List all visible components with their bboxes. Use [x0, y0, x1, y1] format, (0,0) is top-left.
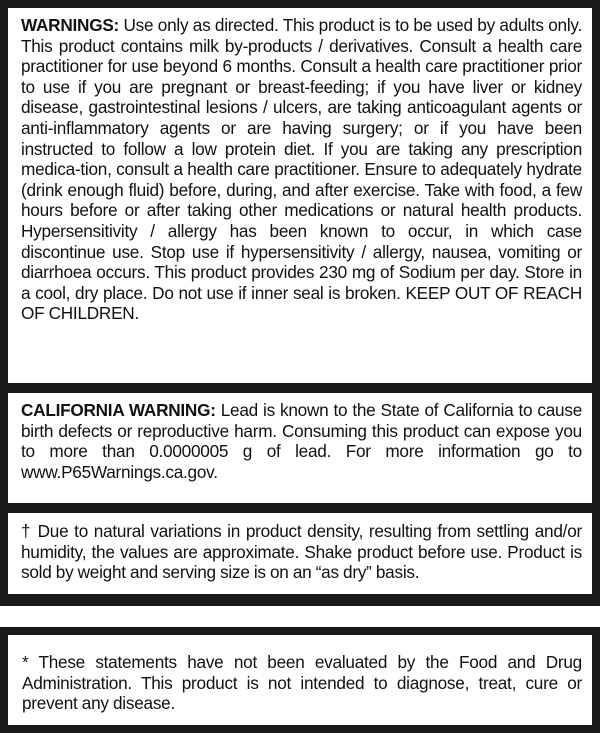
california-warning-box	[8, 393, 592, 503]
california-warning-label: CALIFORNIA WARNING:	[21, 400, 216, 420]
warnings-box	[8, 8, 592, 383]
california-warning-body: Lead is known to the State of California to cause birth defects or reproductive harm. Consuming this product can expose you to more than 0.0000005 g of lead. For more information go to www.P65Warnings.ca.gov.	[21, 400, 583, 482]
fda-disclaimer-text: * These statements have not been evaluated by the Food and Drug Administration. This product is not intended to diagnose, treat, cure or prevent any disease.	[22, 652, 582, 714]
warnings-label: WARNINGS:	[21, 15, 120, 35]
warnings-body: Use only as directed. This product is to be used by adults only. This product contains milk by-products / derivatives. Consult a health care practitioner for use beyond 6 months. Consult a health care practitioner prior to use if you are pregnant or breast-feeding; if you have liver or kidney disease, gastrointestinal lesions / ulcers, are taking anticoagulant agents or anti-inflammatory agents or are having surgery; or if you have been instructed to follow a low protein diet. If you are taking any prescription medica-tion, consult a health care practitioner. Ensure to adequately hydrate (drink enough fluid) before, during, and after exercise. Take with food, a few hours before or after taking other medications or natural health products. Hypersensitivity / allergy has been known to occur, in which case discontinue use. Stop use if hypersensitivity / allergy, nausea, vomiting or diarrhoea occurs. This product provides 230 mg of Sodium per day. Store in a cool, dry place. Do not use if inner seal is broken. KEEP OUT OF REACH OF CHILDREN.	[21, 15, 582, 324]
warnings-text	[21, 15, 582, 324]
fda-disclaimer-box	[8, 635, 592, 725]
california-warning-text	[21, 400, 582, 482]
fda-disclaimer-panel	[0, 627, 600, 733]
dagger-note-box	[8, 513, 592, 594]
dagger-note-text: † Due to natural variations in product density, resulting from settling and/or humidity, the values are approximate. Shake product before use. Product is sold by weight and serving size is on an “as dry” basis.	[21, 521, 582, 583]
